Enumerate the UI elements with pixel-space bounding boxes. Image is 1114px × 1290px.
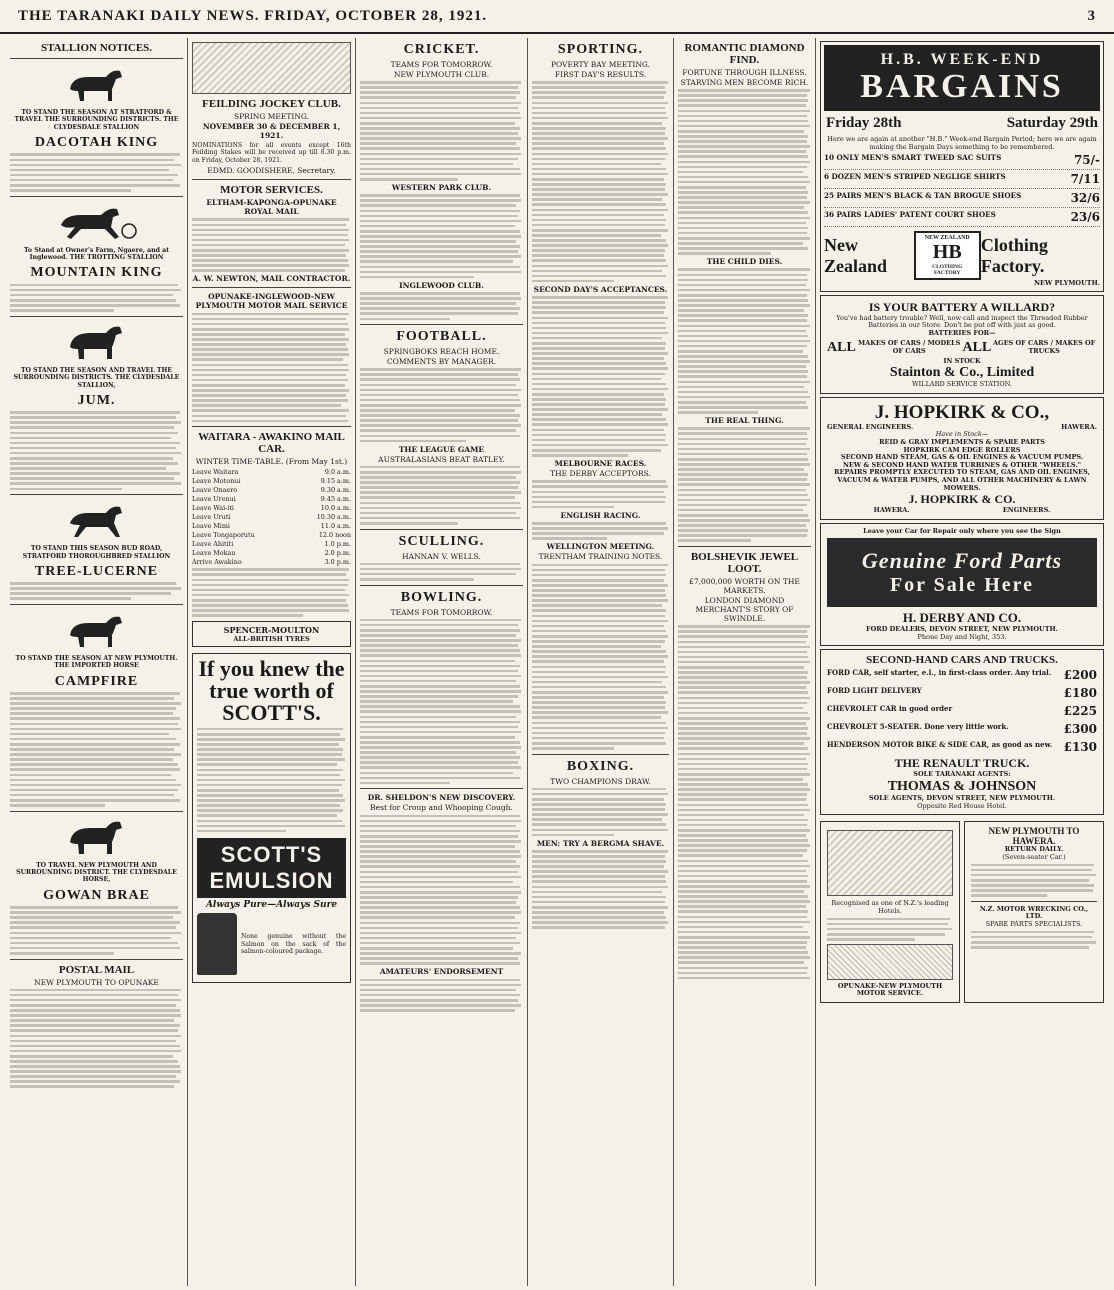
battery-stock: IN STOCK bbox=[943, 356, 981, 365]
gowan-body bbox=[10, 906, 183, 954]
battery-makes: MAKES OF CARS / MODELS OF CARS bbox=[858, 338, 961, 355]
timetable-place: Leave Ahititi bbox=[192, 539, 234, 548]
cricket-club: NEW PLYMOUTH CLUB. bbox=[393, 70, 490, 79]
used-car-label: FORD LIGHT DELIVERY bbox=[827, 686, 922, 696]
bowling-header: BOWLING. bbox=[400, 589, 483, 605]
timetable-place: Leave Onaero bbox=[192, 485, 238, 494]
sporting-body bbox=[532, 81, 669, 282]
postal-sub: NEW PLYMOUTH TO OPUNAKE bbox=[34, 977, 159, 987]
boxing-body bbox=[532, 788, 669, 836]
used-car-row bbox=[827, 720, 1097, 738]
hb-item-label: 25 PAIRS MEN'S BLACK & TAN BROGUE SHOES bbox=[824, 191, 1022, 201]
scott-note: None genuine without the Salmon on the sack of the salmon-coloured package. bbox=[241, 933, 346, 955]
bolshevik-header: BOLSHEVIK JEWEL LOOT. bbox=[690, 551, 799, 576]
hopkirk-footer-right: ENGINEERS. bbox=[1002, 506, 1051, 515]
timetable-place: Leave Uruti bbox=[192, 512, 231, 521]
inglewood-header: INGLEWOOD CLUB. bbox=[399, 280, 484, 290]
bolshevik-sub2: LONDON DIAMOND MERCHANT'S STORY OF SWINDLE. bbox=[695, 596, 794, 624]
hawera-seven: (Seven-seater Car.) bbox=[1002, 852, 1066, 861]
motor-route: ELTHAM-KAPONGA-OPUNAKE ROYAL MAIL bbox=[206, 198, 337, 217]
hb-item-price: 75/- bbox=[1073, 153, 1100, 168]
timetable-time: 11.0 a.m. bbox=[320, 521, 351, 530]
timetable-row bbox=[192, 494, 351, 503]
timetable-time: 9.30 a.m. bbox=[320, 485, 351, 494]
newspaper-columns bbox=[6, 38, 1108, 1286]
scott-headline: If you knew the true worth of SCOTT'S. bbox=[198, 655, 345, 725]
spencer-moulton-ad bbox=[192, 621, 351, 647]
used-car-row bbox=[827, 684, 1097, 702]
battery-station: WILLARD SERVICE STATION. bbox=[912, 380, 1012, 389]
bowling-body bbox=[360, 619, 523, 785]
real-body bbox=[678, 427, 811, 542]
scott-tagline: Always Pure—Always Sure bbox=[205, 900, 338, 911]
postal-table bbox=[10, 989, 183, 1088]
timetable-time: 10.0 a.m. bbox=[320, 503, 351, 512]
football-sub2: COMMENTS BY MANAGER. bbox=[386, 357, 497, 367]
motor-header: MOTOR SERVICES. bbox=[220, 184, 323, 197]
waitara-sub: WINTER TIME-TABLE. (From May 1st.) bbox=[195, 457, 348, 467]
wellington-sub: TRENTHAM TRAINING NOTES. bbox=[538, 552, 663, 562]
used-car-price: £200 bbox=[1063, 668, 1097, 683]
dacotah-body bbox=[10, 153, 183, 191]
timetable-row bbox=[192, 557, 351, 566]
real-header: THE REAL THING. bbox=[705, 416, 784, 426]
english-header: ENGLISH RACING. bbox=[560, 510, 641, 520]
feilding-dates: NOVEMBER 30 & DECEMBER 1, 1921. bbox=[202, 122, 341, 140]
timetable-row bbox=[192, 521, 351, 530]
western-header: WESTERN PARK CLUB. bbox=[391, 183, 492, 193]
sporting-sub2: FIRST DAY'S RESULTS. bbox=[554, 70, 647, 79]
dacotah-name: DACOTAH KING bbox=[34, 135, 159, 151]
column-sport-2 bbox=[528, 38, 674, 1286]
timetable-place: Leave Wai-iti bbox=[192, 503, 234, 512]
hopkirk-footer: J. HOPKIRK & CO. bbox=[908, 492, 1016, 507]
column-notices bbox=[188, 38, 356, 1286]
campfire-body bbox=[10, 692, 183, 807]
bolshevik-sub: £7,000,000 WORTH ON THE MARKETS. bbox=[689, 577, 800, 596]
scotts-emulsion-ad bbox=[192, 653, 351, 983]
second-body bbox=[532, 296, 669, 457]
ford-sign bbox=[827, 538, 1097, 607]
wellington-body bbox=[532, 564, 669, 750]
wellington-header: WELLINGTON MEETING. bbox=[546, 542, 655, 552]
jum-name: JUM. bbox=[77, 392, 116, 408]
timetable-row bbox=[192, 503, 351, 512]
bottom-ads bbox=[820, 818, 1104, 1006]
motor-timetable bbox=[192, 218, 351, 272]
wrecking-title: N.Z. MOTOR WRECKING CO., LTD. bbox=[979, 904, 1089, 921]
spencer-sub: ALL-BRITISH TYRES bbox=[233, 634, 310, 643]
hb-intro: Here we are again at another "H.B." Week-end Bargain Period; here we are again making the Bargain Days something to be remembered. bbox=[827, 135, 1097, 151]
ford-addr: FORD DEALERS, DEVON STREET, NEW PLYMOUTH. bbox=[866, 625, 1058, 634]
hopkirk-line5: REPAIRS PROMPTLY EXECUTED TO STEAM, GAS AND OIL ENGINES, VACUUM & WATER PUMPS, AND ALL OTHER MACHINERY & LAWN MOWERS. bbox=[834, 468, 1090, 492]
jum-body bbox=[10, 411, 183, 490]
hopkirk-title: J. HOPKIRK & CO., bbox=[874, 401, 1050, 423]
timetable-row bbox=[192, 476, 351, 485]
feilding-sub: SPRING MEETING. bbox=[234, 112, 309, 121]
ford-parts-ad bbox=[820, 523, 1104, 647]
second-header: SECOND DAY'S ACCEPTANCES. bbox=[533, 284, 668, 294]
timetable-place: Leave Tongaporutu bbox=[192, 530, 255, 539]
masthead-title: THE TARANAKI DAILY NEWS. FRIDAY, OCTOBER 28, 1921. bbox=[18, 7, 488, 24]
romantic-sub: FORTUNE THROUGH ILLNESS. bbox=[682, 68, 807, 77]
used-opp: Opposite Red House Hotel. bbox=[917, 801, 1007, 810]
stallion-header: STALLION NOTICES. bbox=[40, 42, 153, 54]
jum-intro: TO STAND THE SEASON AND TRAVEL THE SURROUNDING DISTRICTS. THE CLYDESDALE STALLION, bbox=[13, 366, 180, 389]
hb-item-label: 10 ONLY MEN'S SMART TWEED SAC SUITS bbox=[824, 153, 1002, 163]
hawera-route: NEW PLYMOUTH TO HAWERA. bbox=[988, 826, 1080, 847]
timetable-time: 9.15 a.m. bbox=[320, 476, 351, 485]
hopkirk-right: HAWERA. bbox=[1061, 422, 1097, 431]
battery-ages: AGES OF CARS / MAKES OF TRUCKS bbox=[992, 338, 1096, 355]
timetable-row bbox=[192, 512, 351, 521]
tree-body bbox=[10, 582, 183, 600]
timetable-row bbox=[192, 530, 351, 539]
hotel-ad bbox=[820, 821, 960, 1003]
used-title: SECOND-HAND CARS AND TRUCKS. bbox=[866, 654, 1058, 667]
hopkirk-footer-left: HAWERA. bbox=[873, 506, 910, 515]
hb-item-price: 32/6 bbox=[1070, 191, 1100, 206]
melbourne-body bbox=[532, 480, 669, 508]
used-car-row bbox=[827, 702, 1097, 720]
hb-logo-mark: HB bbox=[932, 241, 962, 264]
timetable-row bbox=[192, 485, 351, 494]
campfire-intro: TO STAND THE SEASON AT NEW PLYMOUTH. THE IMPORTED HORSE bbox=[15, 655, 178, 670]
gowan-horse-illustration-icon bbox=[10, 816, 183, 858]
hb-right: Clothing Factory. bbox=[980, 234, 1048, 276]
menshave-header: MEN: TRY A BERGMA SHAVE. bbox=[536, 838, 665, 848]
league-sub: AUSTRALASIANS BEAT BATLEY. bbox=[378, 454, 505, 464]
postal-header: POSTAL MAIL bbox=[58, 963, 135, 976]
tree-name: TREE-LUCERNE bbox=[34, 563, 159, 579]
hb-bargains-ad bbox=[820, 41, 1104, 292]
timetable-time: 2.0 p.m. bbox=[324, 548, 351, 557]
mountain-name: MOUNTAIN KING bbox=[30, 265, 163, 281]
tree-intro: TO STAND THIS SEASON BUD ROAD, STRATFORD THOROUGHBRED STALLION bbox=[22, 545, 171, 560]
motor-agent: A. W. NEWTON, MAIL CONTRACTOR. bbox=[192, 274, 351, 284]
used-price-list bbox=[827, 666, 1097, 756]
column-news bbox=[674, 38, 816, 1286]
hb-logo-top: NEW ZEALAND bbox=[924, 235, 970, 242]
timetable-time: 9.0 a.m. bbox=[324, 467, 351, 476]
hopkirk-left: GENERAL ENGINEERS. bbox=[827, 422, 914, 431]
sheldon-sub: Best for Croup and Whooping Cough. bbox=[370, 803, 513, 813]
ford-firm: H. DERBY AND CO. bbox=[902, 610, 1022, 626]
ford-phone: Phone Day and Night, 353. bbox=[917, 632, 1007, 641]
timetable-place: Leave Urenui bbox=[192, 494, 236, 503]
sheldon-body bbox=[360, 815, 523, 965]
feilding-title: FEILDING JOCKEY CLUB. bbox=[202, 98, 341, 110]
hawera-return: RETURN DAILY. bbox=[1004, 845, 1064, 854]
used-agents: SOLE TARANAKI AGENTS: bbox=[913, 770, 1011, 779]
timetable-place: Leave Mokau bbox=[192, 548, 236, 557]
feilding-sign: EDMD. GOODISHERE, Secretary. bbox=[207, 166, 336, 176]
menshave-body bbox=[532, 850, 669, 929]
sporting-header: SPORTING. bbox=[557, 42, 644, 57]
motor-timetable-2 bbox=[192, 313, 351, 423]
cricket-sub: TEAMS FOR TOMORROW. bbox=[390, 60, 493, 69]
hb-day1: Friday 28th bbox=[826, 115, 902, 131]
ford-line1: Genuine Ford Parts bbox=[861, 548, 1063, 574]
sculling-header: SCULLING. bbox=[398, 533, 485, 549]
timetable-place: Leave Waitara bbox=[192, 467, 239, 476]
hb-item-price: 23/6 bbox=[1070, 210, 1100, 225]
renault-title: THE RENAULT TRUCK. bbox=[894, 756, 1030, 771]
used-firm: THOMAS & JOHNSON bbox=[887, 779, 1037, 795]
column-sport-1 bbox=[356, 38, 528, 1286]
football-header: FOOTBALL. bbox=[396, 329, 487, 345]
emulsion-bottle-icon bbox=[197, 913, 237, 975]
sheldon-header: DR. SHELDON'S NEW DISCOVERY. bbox=[367, 793, 516, 803]
hb-footer: NEW PLYMOUTH. bbox=[1034, 279, 1100, 288]
hopkirk-line4: NEW & SECOND HAND WATER TURBINES & OTHER "WHEELS." bbox=[842, 460, 1082, 469]
hb-banner bbox=[824, 45, 1100, 111]
hb-line2: BARGAINS bbox=[860, 68, 1064, 105]
battery-all-1: ALL bbox=[827, 339, 856, 355]
hb-price-row bbox=[824, 189, 1100, 208]
horse-illustration-icon bbox=[10, 63, 183, 105]
timetable-row bbox=[192, 539, 351, 548]
used-car-label: FORD CAR, self starter, e.l., in first-class order. Any trial. bbox=[827, 668, 1052, 678]
timetable-time: 10.30 a.m. bbox=[316, 512, 351, 521]
timetable-time: 9.45 a.m. bbox=[320, 494, 351, 503]
ford-line2: For Sale Here bbox=[889, 574, 1035, 597]
imported-horse-illustration-icon bbox=[10, 609, 183, 651]
sporting-sub: POVERTY BAY MEETING. bbox=[550, 60, 651, 69]
battery-firm: Stainton & Co., Limited bbox=[889, 365, 1035, 381]
sanders-body bbox=[360, 979, 523, 1012]
motor-car-icon bbox=[827, 944, 953, 980]
hb-price-row bbox=[824, 151, 1100, 170]
football-sub: SPRINGBOKS REACH HOME. bbox=[383, 347, 500, 357]
melbourne-sub: THE DERBY ACCEPTORS. bbox=[550, 469, 651, 479]
page-number: 3 bbox=[1087, 7, 1096, 24]
hopkirk-line3: SECOND HAND STEAM, GAS & OIL ENGINES & VACUUM PUMPS. bbox=[840, 453, 1084, 462]
timetable-time: 1.0 p.m. bbox=[324, 539, 351, 548]
sanders-sub: AMATEURS' ENDORSEMENT bbox=[379, 967, 504, 977]
masthead bbox=[0, 0, 1114, 34]
football-body bbox=[360, 368, 523, 442]
used-car-price: £180 bbox=[1063, 686, 1097, 701]
boxing-header: BOXING. bbox=[566, 758, 635, 774]
child-body bbox=[678, 268, 811, 413]
waitara-title: WAITARA - AWAKINO MAIL CAR. bbox=[198, 431, 345, 456]
used-car-label: HENDERSON MOTOR BIKE & SIDE CAR, as good as new. bbox=[827, 740, 1053, 750]
mountain-body bbox=[10, 284, 183, 312]
campfire-name: CAMPFIRE bbox=[54, 673, 139, 689]
jockey-club-crest-icon bbox=[192, 42, 351, 94]
used-car-row bbox=[827, 738, 1097, 756]
used-cars-ad bbox=[820, 649, 1104, 815]
wrecking-spare: SPARE PARTS SPECIALISTS. bbox=[985, 919, 1083, 928]
waitara-return bbox=[192, 568, 351, 616]
hopkirk-ad bbox=[820, 397, 1104, 520]
bowling-sub: TEAMS FOR TOMORROW. bbox=[390, 607, 493, 617]
mountain-intro: To Stand at Owner's Farm, Ngaere, and at Inglewood. THE TROTTING STALLION bbox=[24, 246, 169, 262]
bolshevik-body bbox=[678, 625, 811, 979]
used-car-label: CHEVROLET 5-SEATER. Done very little work. bbox=[827, 722, 1009, 732]
hb-item-label: 6 DOZEN MEN'S STRIPED NEGLIGE SHIRTS bbox=[824, 172, 1006, 182]
hb-left: New Zealand bbox=[824, 234, 888, 276]
opunake-title: OPUNAKE-NEW PLYMOUTH MOTOR SERVICE. bbox=[837, 981, 943, 998]
hb-price-row bbox=[824, 170, 1100, 189]
feilding-body: NOMINATIONS for all events except 16th Feilding Stakes will be received up till 8.30 p.m. on Friday, October 28, 1921. bbox=[192, 142, 351, 164]
boxing-sub: TWO CHAMPIONS DRAW. bbox=[550, 776, 651, 786]
western-body bbox=[360, 194, 523, 278]
dacotah-intro: TO STAND THE SEASON AT STRATFORD & TRAVEL THE SURROUNDING DISTRICTS. THE CLYDESDALE STALLION bbox=[14, 109, 179, 131]
hb-logo-bottom: CLOTHING FACTORY bbox=[932, 264, 963, 277]
used-car-price: £300 bbox=[1063, 722, 1097, 737]
hopkirk-line1: REID & GRAY IMPLEMENTS & SPARE PARTS bbox=[879, 437, 1045, 446]
battery-title: IS YOUR BATTERY A WILLARD? bbox=[868, 299, 1056, 314]
gowan-intro: TO TRAVEL NEW PLYMOUTH AND SURROUNDING DISTRICT. THE CLYDESDALE HORSE, bbox=[16, 861, 177, 884]
column-stallions bbox=[6, 38, 188, 1286]
timetable-place: Leave Mimi bbox=[192, 521, 230, 530]
hb-price-row bbox=[824, 208, 1100, 227]
scott-body bbox=[197, 728, 346, 832]
hb-price-list bbox=[824, 151, 1100, 227]
cricket-body bbox=[360, 81, 523, 180]
inglewood-body bbox=[360, 292, 523, 320]
waitara-timetable bbox=[192, 467, 351, 566]
clydesdale-illustration-icon bbox=[10, 321, 183, 363]
battery-sub: BATTERIES FOR— bbox=[928, 328, 996, 337]
hotel-illustration-icon bbox=[827, 830, 953, 896]
hotel-accom: Recognised as one of N.Z.'s leading Hotels. bbox=[831, 899, 949, 915]
romantic-body bbox=[678, 89, 811, 255]
timetable-row bbox=[192, 467, 351, 476]
trotter-illustration-icon bbox=[10, 201, 183, 243]
league-body bbox=[360, 466, 523, 525]
used-car-price: £130 bbox=[1063, 740, 1097, 755]
used-car-row bbox=[827, 666, 1097, 684]
used-addr: SOLE AGENTS, DEVON STREET, NEW PLYMOUTH. bbox=[868, 794, 1056, 803]
used-car-price: £225 bbox=[1063, 704, 1097, 719]
timetable-time: 12.0 noon bbox=[318, 530, 351, 539]
spencer-brand: SPENCER-MOULTON bbox=[223, 624, 320, 635]
league-header: THE LEAGUE GAME bbox=[398, 444, 485, 454]
child-header: THE CHILD DIES. bbox=[706, 257, 783, 267]
gowan-name: GOWAN BRAE bbox=[43, 887, 150, 903]
romantic-sub2: STARVING MEN BECOME RICH. bbox=[680, 78, 809, 87]
hawera-service-ad bbox=[964, 821, 1104, 1003]
sculling-body bbox=[360, 563, 523, 581]
timetable-row bbox=[192, 548, 351, 557]
timetable-place: Arrive Awakino bbox=[192, 557, 242, 566]
scott-logo: SCOTT'S EMULSION bbox=[197, 838, 346, 898]
used-car-label: CHEVROLET CAR in good order bbox=[827, 704, 953, 714]
battery-all-2: ALL bbox=[962, 339, 992, 355]
hopkirk-stock: Have in Stock— bbox=[935, 430, 989, 439]
hb-item-price: 7/11 bbox=[1070, 172, 1100, 187]
hb-logo-icon bbox=[914, 231, 981, 280]
timetable-time: 3.0 p.m. bbox=[324, 557, 351, 566]
cricket-header: CRICKET. bbox=[403, 42, 480, 57]
hb-item-label: 36 PAIRS LADIES' PATENT COURT SHOES bbox=[824, 210, 996, 220]
hb-line1: H.B. WEEK-END bbox=[880, 51, 1044, 68]
willard-battery-ad bbox=[820, 295, 1104, 394]
romantic-header: ROMANTIC DIAMOND FIND. bbox=[684, 42, 805, 66]
sculling-sub: HANNAN V. WELLS. bbox=[402, 551, 481, 561]
hopkirk-line2: HOPKIRK CAM EDGE ROLLERS bbox=[903, 445, 1021, 454]
thoroughbred-illustration-icon bbox=[10, 499, 183, 541]
hb-day2: Saturday 29th bbox=[1006, 115, 1098, 131]
english-body bbox=[532, 522, 669, 540]
battery-body: You've had battery trouble? Well, now call and inspect the Threaded Rubber Batteries in our Store. Don't be put off with just as good. bbox=[836, 313, 1088, 330]
ford-top: Leave your Car for Repair only where you see the Sign bbox=[863, 526, 1061, 535]
column-ads bbox=[816, 38, 1108, 1286]
melbourne-header: MELBOURNE RACES. bbox=[554, 459, 647, 469]
motor-route2: OPUNAKE-INGLEWOOD-NEW PLYMOUTH MOTOR MAIL SERVICE bbox=[195, 292, 348, 311]
timetable-place: Leave Motonui bbox=[192, 476, 241, 485]
